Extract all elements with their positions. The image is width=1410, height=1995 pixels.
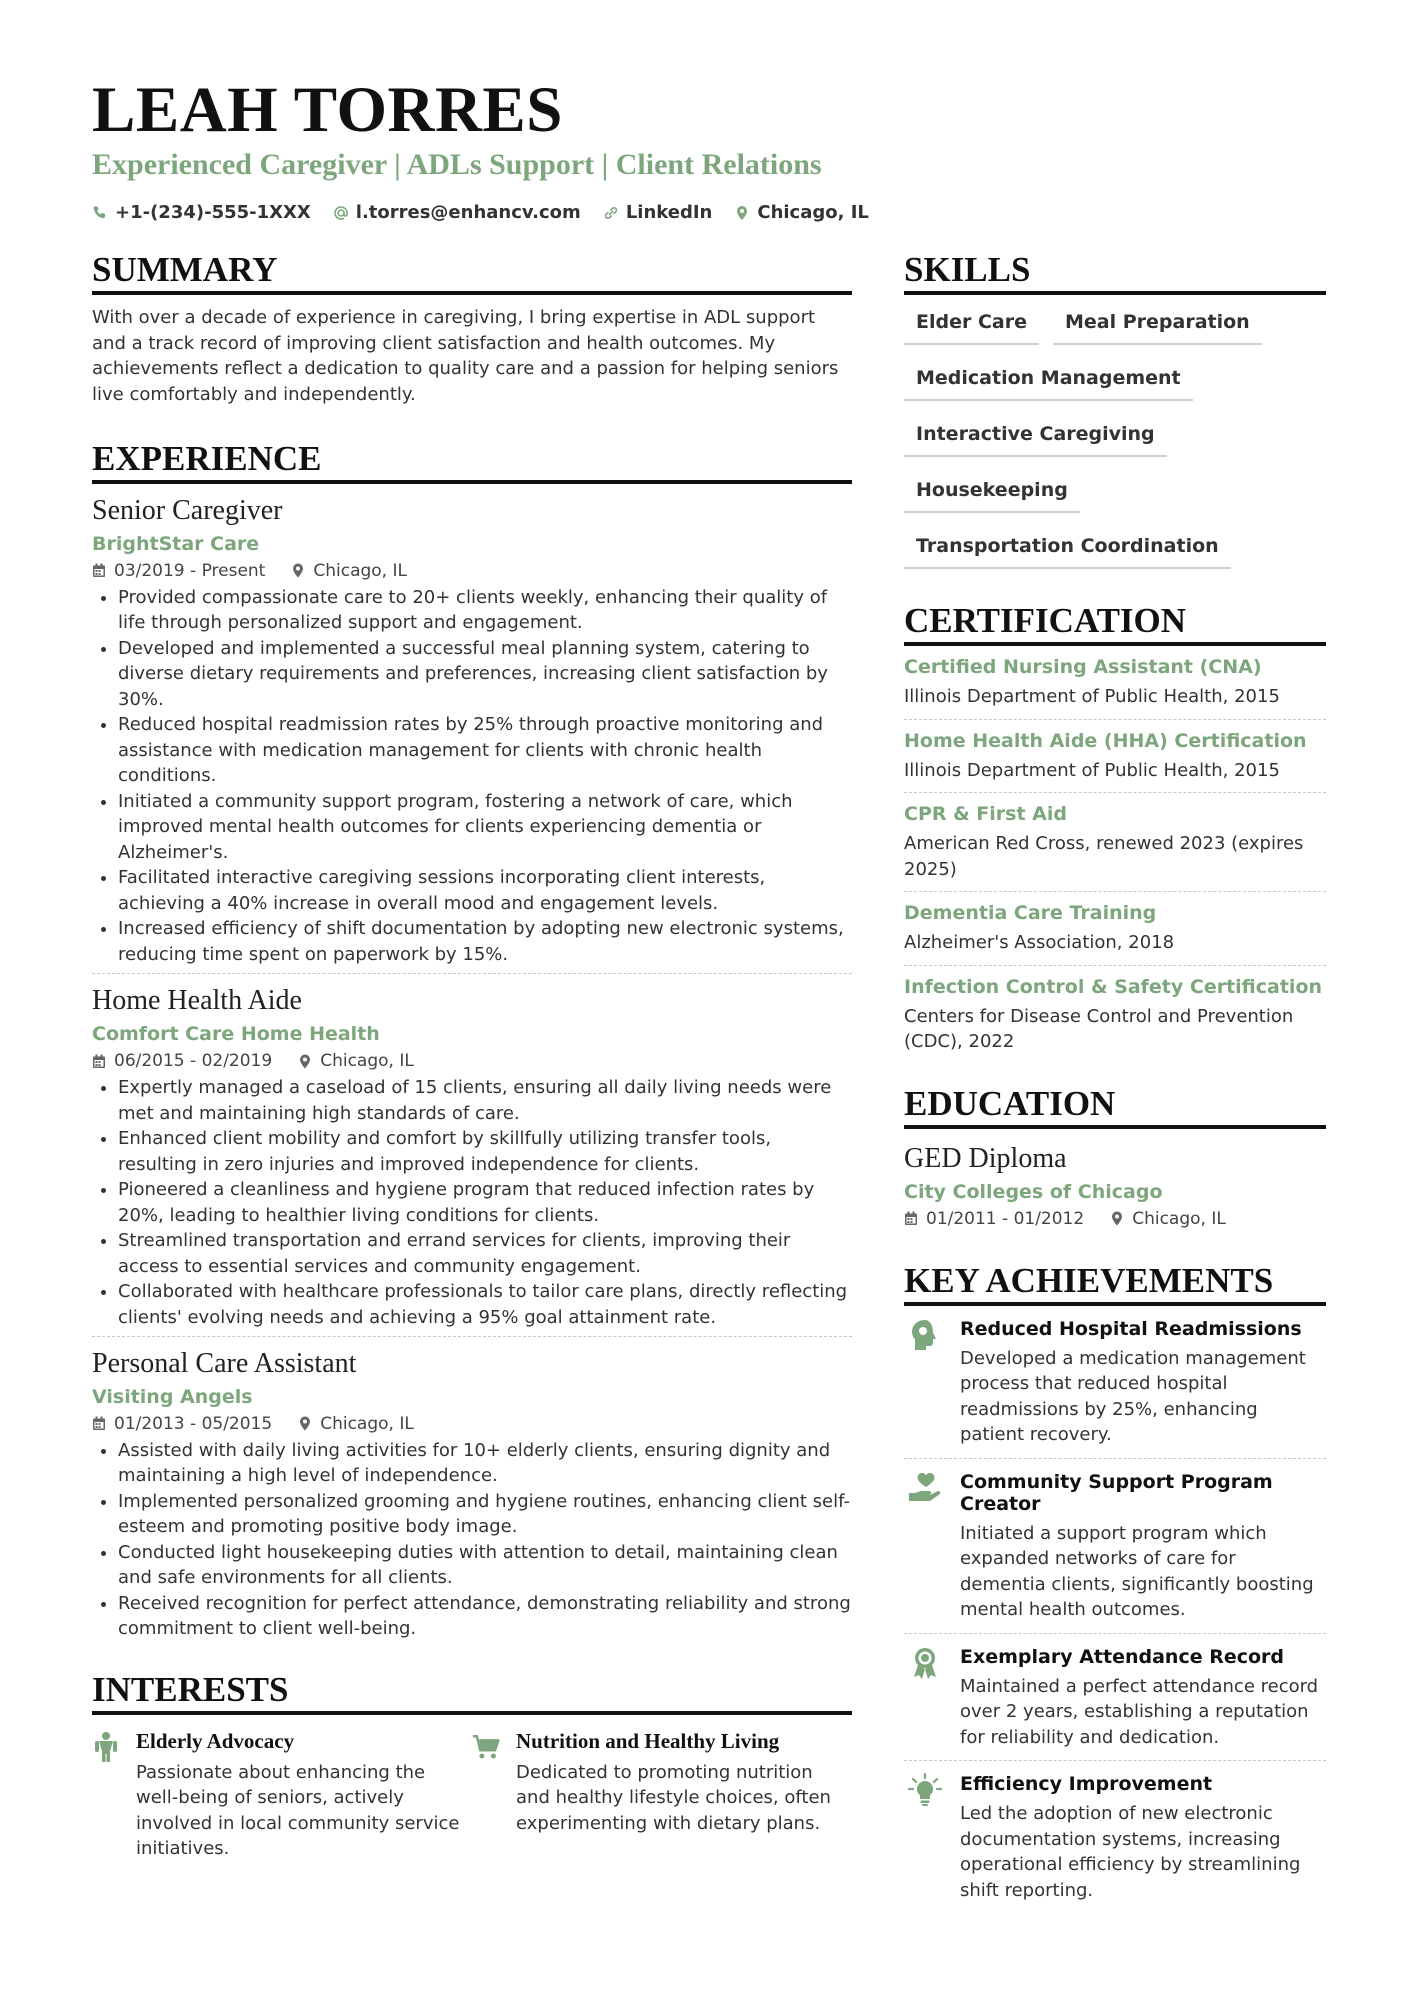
job-meta <box>92 561 852 581</box>
award-icon <box>908 1646 942 1680</box>
certification-list <box>904 646 1326 1064</box>
interest-item <box>472 1729 852 1862</box>
map-pin-icon <box>291 563 305 578</box>
bullet-item: • Facilitated interactive caregiving sessions incorporating client interests, achieving a 40% increase in overall mood and engagement levels. <box>118 865 852 916</box>
job-title: Home Health Aide <box>92 985 302 1017</box>
job-bullets <box>92 1438 852 1642</box>
job-location: Chicago, IL <box>313 560 407 581</box>
lightbulb-icon <box>908 1773 942 1807</box>
cert-org: Illinois Department of Public Health, 2015 <box>904 759 1280 781</box>
achievement-text: Initiated a support program which expanded networks of care for dementia clients, significantly boosting mental health outcomes. <box>960 1522 1314 1620</box>
job-title: Personal Care Assistant <box>92 1348 357 1380</box>
cert-name: Home Health Aide (HHA) Certification <box>904 729 1307 752</box>
map-pin-icon <box>1110 1211 1124 1226</box>
degree-title: GED Diploma <box>904 1142 1067 1174</box>
bullet-item: • Provided compassionate care to 20+ clients weekly, enhancing their quality of life through personalized support and engagement. <box>118 585 852 636</box>
cert-org: Illinois Department of Public Health, 2015 <box>904 686 1280 707</box>
job-dates: 03/2019 - Present <box>114 560 266 581</box>
interests-heading: INTERESTS <box>92 1672 852 1715</box>
education-location: Chicago, IL <box>1132 1208 1226 1229</box>
left-column <box>92 252 852 1862</box>
job-bullets <box>92 585 852 968</box>
achievement-item <box>904 1761 1326 1913</box>
contact-email[interactable] <box>333 202 581 223</box>
bullet-item: • Reduced hospital readmission rates by 25% through proactive monitoring and assistance with medication management for clients with chronic health conditions. <box>118 712 852 789</box>
bullet-item: • Streamlined transportation and errand services for clients, improving their access to essential services and community engagement. <box>118 1228 852 1279</box>
achievement-title: Reduced Hospital Readmissions <box>960 1317 1302 1340</box>
interest-title: Elderly Advocacy <box>136 1728 295 1753</box>
email-text: l.torres@enhancv.com <box>355 202 581 223</box>
map-pin-icon <box>734 205 750 221</box>
cert-name: Certified Nursing Assistant (CNA) <box>904 656 1262 678</box>
bullet-item: • Received recognition for perfect attendance, demonstrating reliability and strong commitment to client well-being. <box>118 1591 852 1642</box>
school-name: City Colleges of Chicago <box>904 1180 1163 1203</box>
job-bullets <box>92 1075 852 1330</box>
skill-tag: Meal Preparation <box>1053 305 1262 345</box>
calendar-icon <box>92 1416 106 1431</box>
education-dates: 01/2011 - 01/2012 <box>926 1208 1085 1229</box>
summary-text: With over a decade of experience in caregiving, I bring expertise in ADL support and a track record of improving client satisfaction and health outcomes. My achievements reflect a dedication to quality care and a passion for helping seniors live comfortably and independently. <box>92 307 839 405</box>
cert-item <box>904 646 1326 720</box>
achievement-text: Led the adoption of new electronic documentation systems, increasing operational efficiency by streamlining shift reporting. <box>960 1803 1301 1901</box>
job-entry <box>92 973 852 1336</box>
summary-heading: SUMMARY <box>92 252 852 295</box>
skill-tag: Interactive Caregiving <box>904 417 1167 457</box>
job-entry <box>92 1336 852 1648</box>
person-icon <box>92 1731 120 1763</box>
contact-linkedin[interactable] <box>603 202 713 223</box>
interests-list <box>92 1729 852 1862</box>
map-pin-icon <box>298 1054 312 1069</box>
at-icon <box>333 205 349 221</box>
cert-name: Infection Control & Safety Certification <box>904 975 1323 998</box>
education-meta <box>904 1209 1326 1229</box>
certification-heading: CERTIFICATION <box>904 603 1326 646</box>
bullet-item: • Expertly managed a caseload of 15 clients, ensuring all daily living needs were met and maintaining high standards of care. <box>118 1075 852 1126</box>
achievement-title: Efficiency Improvement <box>960 1773 1213 1795</box>
achievement-text: Developed a medication management process that reduced hospital readmissions by 25%, enhancing patient recovery. <box>960 1347 1306 1445</box>
calendar-icon <box>92 1054 106 1069</box>
right-column <box>904 252 1326 1913</box>
calendar-icon <box>92 563 106 578</box>
calendar-icon <box>904 1211 918 1226</box>
cert-item <box>904 793 1326 892</box>
phone-icon <box>92 205 108 221</box>
bullet-item: • Assisted with daily living activities for 10+ elderly clients, ensuring dignity and maintaining a high level of independence. <box>118 1438 852 1489</box>
company-name: BrightStar Care <box>92 532 260 555</box>
cert-org: American Red Cross, renewed 2023 (expires 2025) <box>904 833 1304 880</box>
linkedin-text: LinkedIn <box>625 202 713 223</box>
skills-list <box>904 305 1326 585</box>
skill-tag: Elder Care <box>904 305 1039 345</box>
company-name: Comfort Care Home Health <box>92 1023 380 1046</box>
experience-heading: EXPERIENCE <box>92 441 852 484</box>
interest-text: Passionate about enhancing the well-being of seniors, actively involved in local community service initiatives. <box>136 1761 460 1860</box>
bullet-item: • Developed and implemented a successful meal planning system, catering to diverse dietary requirements and preferences, increasing client satisfaction by 30%. <box>118 636 852 713</box>
location-text: Chicago, IL <box>757 202 869 223</box>
cert-org: Alzheimer's Association, 2018 <box>904 932 1175 953</box>
bullet-item: • Conducted light housekeeping duties with attention to detail, maintaining clean and safe environments for all clients. <box>118 1540 852 1591</box>
job-entry <box>92 484 852 973</box>
phone-text: +1-(234)-555-1XXX <box>115 202 311 223</box>
achievements-list <box>904 1306 1326 1914</box>
cert-item <box>904 892 1326 966</box>
job-dates: 06/2015 - 02/2019 <box>114 1051 273 1072</box>
skill-tag: Medication Management <box>904 361 1193 401</box>
cert-org: Centers for Disease Control and Prevention (CDC), 2022 <box>904 1005 1294 1052</box>
interest-text: Dedicated to promoting nutrition and healthy lifestyle choices, often experimenting with dietary plans. <box>516 1761 831 1834</box>
achievement-title: Community Support Program Creator <box>960 1470 1273 1515</box>
link-icon <box>603 205 619 221</box>
cert-name: CPR & First Aid <box>904 803 1067 825</box>
interest-item <box>92 1729 472 1862</box>
job-meta <box>92 1414 852 1434</box>
headline: Experienced Caregiver | ADLs Support | Client Relations <box>92 148 822 181</box>
contact-location <box>734 202 869 223</box>
company-name: Visiting Angels <box>92 1385 253 1408</box>
achievement-title: Exemplary Attendance Record <box>960 1645 1285 1668</box>
cert-item <box>904 720 1326 794</box>
job-title: Senior Caregiver <box>92 495 283 526</box>
cert-name: Dementia Care Training <box>904 902 1157 924</box>
shopping-cart-icon <box>472 1731 500 1763</box>
achievement-item <box>904 1634 1326 1762</box>
job-location: Chicago, IL <box>320 1413 414 1434</box>
bullet-item: • Collaborated with healthcare professionals to tailor care plans, directly reflecting clients' evolving needs and achieving a 95% goal attainment rate. <box>118 1279 852 1330</box>
achievement-item <box>904 1459 1326 1634</box>
bullet-item: • Pioneered a cleanliness and hygiene program that reduced infection rates by 20%, leading to healthier living conditions for clients. <box>118 1177 852 1228</box>
job-location: Chicago, IL <box>320 1051 414 1072</box>
bullet-item: • Increased efficiency of shift documentation by adopting new electronic systems, reducing time spent on paperwork by 15%. <box>118 916 852 967</box>
cert-item <box>904 966 1326 1064</box>
achievement-text: Maintained a perfect attendance record over 2 years, establishing a reputation for reliability and dedication. <box>960 1675 1319 1748</box>
bullet-item: • Enhanced client mobility and comfort by skillfully utilizing transfer tools, resulting in zero injuries and improved independence for clients. <box>118 1126 852 1177</box>
skill-tag: Housekeeping <box>904 473 1080 513</box>
job-meta <box>92 1051 852 1071</box>
bullet-item: • Initiated a community support program, fostering a network of care, which improved mental health outcomes for clients experiencing dementia or Alzheimer's. <box>118 789 852 866</box>
hand-heart-icon <box>908 1471 942 1505</box>
contact-bar <box>92 202 869 223</box>
contact-phone[interactable] <box>92 202 311 223</box>
bullet-item: • Implemented personalized grooming and hygiene routines, enhancing client self-esteem and promoting positive body image. <box>118 1489 852 1540</box>
achievement-item <box>904 1306 1326 1459</box>
head-icon <box>908 1318 942 1352</box>
education-heading: EDUCATION <box>904 1086 1326 1129</box>
job-dates: 01/2013 - 05/2015 <box>114 1413 273 1434</box>
skills-heading: SKILLS <box>904 252 1326 295</box>
interest-title: Nutrition and Healthy Living <box>516 1728 780 1753</box>
achievements-heading: KEY ACHIEVEMENTS <box>904 1263 1326 1306</box>
map-pin-icon <box>298 1416 312 1431</box>
candidate-name: LEAH TORRES <box>92 74 563 146</box>
skill-tag: Transportation Coordination <box>904 529 1231 569</box>
